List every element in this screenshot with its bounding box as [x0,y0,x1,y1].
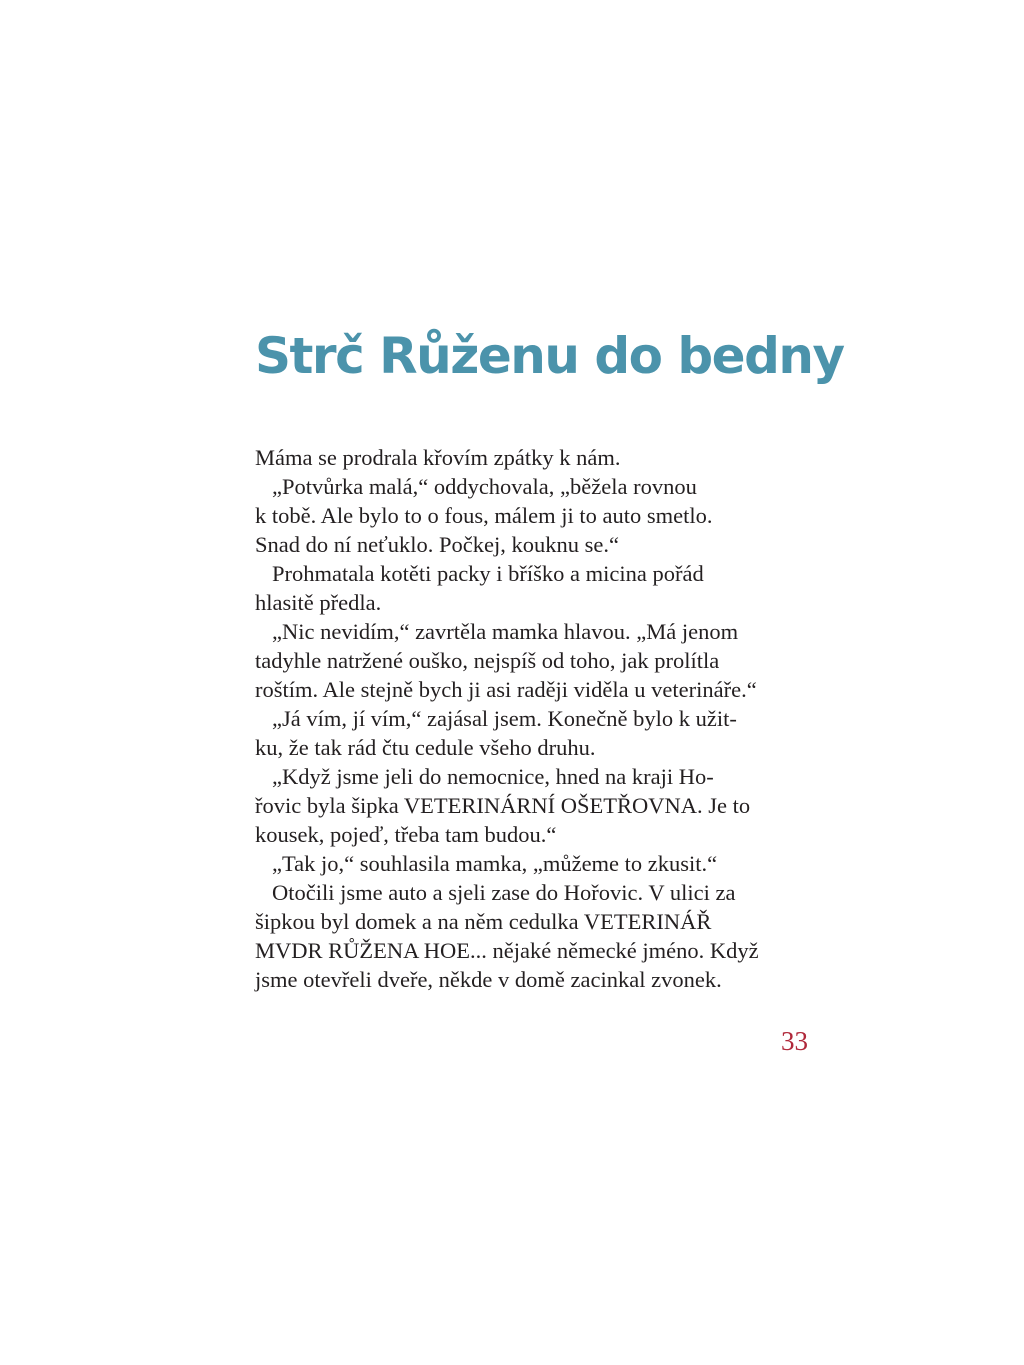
page-number: 33 [781,1026,808,1056]
text-line: Snad do ní neťuklo. Počkej, kouknu se.“ [255,532,619,557]
text-line: k tobě. Ale bylo to o fous, málem ji to auto smetlo. [255,503,713,528]
chapter-title: Strč Růženu do bedny [255,327,844,385]
text-line: kousek, pojeď, třeba tam budou.“ [255,822,557,847]
text-line: tadyhle natržené ouško, nejspíš od toho, jak prolítla [255,648,720,673]
text-line: Máma se prodrala křovím zpátky k nám. [255,445,621,470]
text-line: hlasitě předla. [255,590,382,615]
text-line: „Já vím, jí vím,“ zajásal jsem. Konečně bylo k užit- [272,706,737,731]
text-line: „Nic nevidím,“ zavrtěla mamka hlavou. „Má jenom [272,619,739,644]
text-line: „Tak jo,“ souhlasila mamka, „můžeme to zkusit.“ [272,851,718,876]
text-line: jsme otevřeli dveře, někde v domě zacinkal zvonek. [255,967,722,992]
chapter-body [255,443,815,994]
text-line: roštím. Ale stejně bych ji asi raději viděla u veterináře.“ [255,677,757,702]
text-line: „Potvůrka malá,“ oddychovala, „běžela rovnou [272,474,697,499]
text-line: Otočili jsme auto a sjeli zase do Hořovic. V ulici za [272,880,736,905]
text-line: řovic byla šipka VETERINÁRNÍ OŠETŘOVNA. Je to [255,793,751,818]
text-line: Prohmatala kotěti packy i bříško a micina pořád [272,561,704,586]
text-line: MVDR RŮŽENA HOE... nějaké německé jméno. Když [255,938,759,963]
text-line: šipkou byl domek a na něm cedulka VETERINÁŘ [255,909,712,934]
text-line: ku, že tak rád čtu cedule všeho druhu. [255,735,596,760]
text-line: „Když jsme jeli do nemocnice, hned na kraji Ho- [272,764,714,789]
